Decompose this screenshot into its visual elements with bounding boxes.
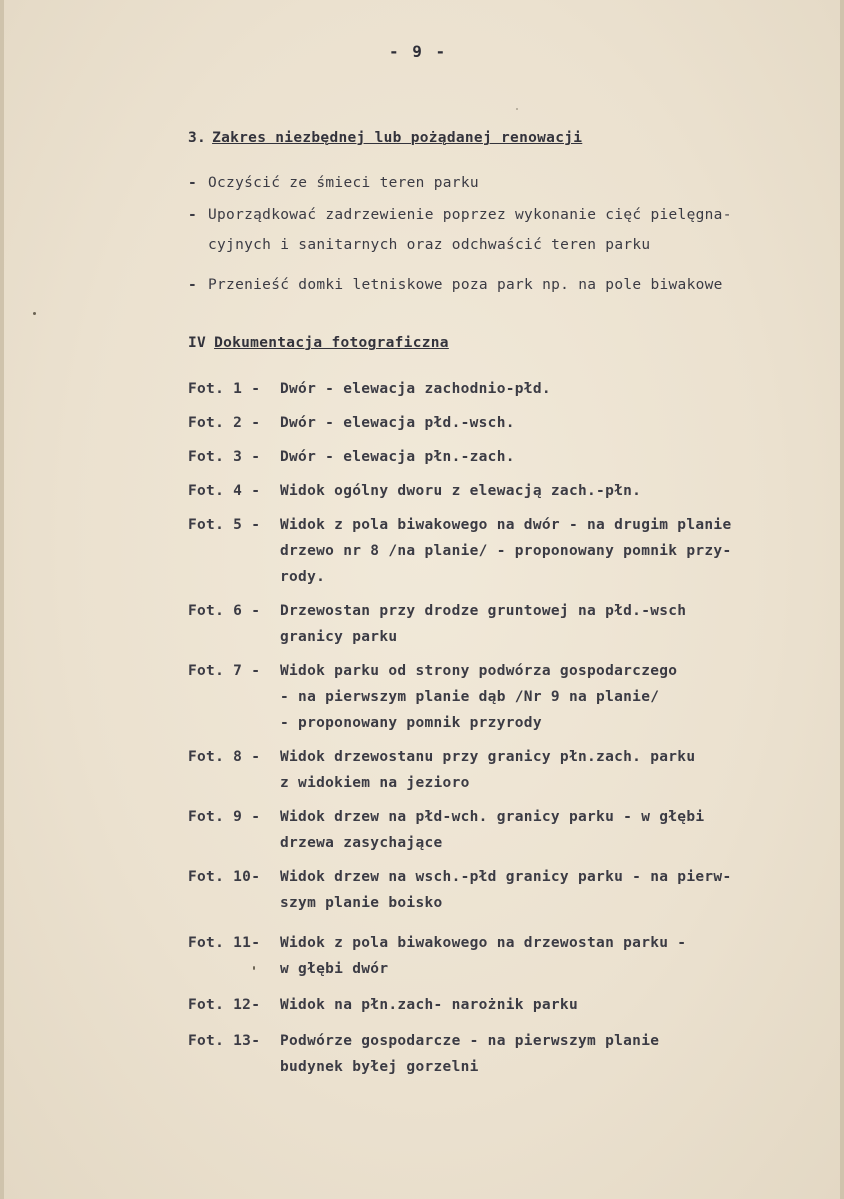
renovation-bullet-2 (188, 200, 818, 260)
photo-caption-line: rody. (280, 569, 326, 585)
page-right-edge (840, 0, 844, 1199)
photo-entry-6 (188, 598, 813, 650)
photo-label: Fot. 7 - (188, 663, 261, 679)
photo-entry-4 (188, 478, 813, 504)
photo-label: Fot. 12- (188, 997, 261, 1013)
photo-label: Fot. 4 - (188, 483, 261, 499)
section-4-heading (188, 335, 449, 351)
photo-label: Fot. 6 - (188, 603, 261, 619)
photo-caption-line: drzewo nr 8 /na planie/ - proponowany pomnik przy- (280, 543, 732, 559)
photo-label: Fot. 9 - (188, 809, 261, 825)
section-3-title: Zakres niezbędnej lub pożądanej renowacji (212, 130, 583, 146)
section-4-title: Dokumentacja fotograficzna (214, 335, 449, 351)
photo-caption-line: Dwór - elewacja zachodnio-płd. (280, 381, 551, 397)
photo-caption-line: - na pierwszym planie dąb /Nr 9 na planie/ (280, 689, 660, 705)
photo-label: Fot. 13- (188, 1033, 261, 1049)
photo-caption-line: Widok z pola biwakowego na dwór - na drugim planie (280, 517, 732, 533)
photo-entry-7 (188, 658, 813, 736)
photo-entry-13 (188, 1028, 813, 1080)
photo-entry-12 (188, 992, 813, 1018)
photo-label: Fot. 3 - (188, 449, 261, 465)
photo-caption-line: Widok drzew na płd-wch. granicy parku - w głębi (280, 809, 705, 825)
photo-caption-line: Dwór - elewacja płd.-wsch. (280, 415, 515, 431)
photo-caption-line: Widok na płn.zach- narożnik parku (280, 997, 578, 1013)
photo-label: Fot. 5 - (188, 517, 261, 533)
photo-caption-line: Podwórze gospodarcze - na pierwszym planie (280, 1033, 660, 1049)
page-number: - 9 - (389, 42, 448, 61)
photo-label: Fot. 11- (188, 935, 261, 951)
photo-caption-line: drzewa zasychające (280, 835, 443, 851)
photo-label: Fot. 8 - (188, 749, 261, 765)
photo-caption-line: Dwór - elewacja płn.-zach. (280, 449, 515, 465)
bullet-dash: - (188, 277, 198, 293)
paper-speck (516, 108, 518, 110)
photo-label: Fot. 2 - (188, 415, 261, 431)
photo-label: Fot. 1 - (188, 381, 261, 397)
photo-caption-line: Drzewostan przy drodze gruntowej na płd.-wsch (280, 603, 687, 619)
photo-caption-line: budynek byłej gorzelni (280, 1059, 479, 1075)
photo-entry-10 (188, 864, 813, 916)
photo-caption-line: Widok drzew na wsch.-płd granicy parku - na pierw- (280, 869, 732, 885)
paper-speck (253, 966, 255, 970)
photo-caption-line: szym planie boisko (280, 895, 443, 911)
section-3-heading (188, 130, 582, 146)
photo-caption-line: Widok parku od strony podwórza gospodarczego (280, 663, 678, 679)
photo-entry-8 (188, 744, 813, 796)
renovation-bullet-3 (188, 270, 818, 300)
section-4-number: IV (188, 335, 207, 351)
photo-caption-line: z widokiem na jezioro (280, 775, 470, 791)
bullet-text-continued: cyjnych i sanitarnych oraz odchwaścić teren parku (208, 237, 651, 253)
photo-caption-line: granicy parku (280, 629, 398, 645)
bullet-dash: - (188, 207, 198, 223)
photo-entry-9 (188, 804, 813, 856)
photo-entry-2 (188, 410, 813, 436)
bullet-dash: - (188, 175, 198, 191)
photo-label: Fot. 10- (188, 869, 261, 885)
section-3-number: 3. (188, 130, 207, 146)
renovation-bullet-1 (188, 168, 818, 198)
bullet-text: Oczyścić ze śmieci teren parku (208, 175, 479, 191)
photo-entry-11 (188, 930, 813, 982)
paper-speck (33, 312, 36, 315)
page-left-edge (0, 0, 4, 1199)
bullet-text: Uporządkować zadrzewienie poprzez wykonanie cięć pielęgna- (208, 207, 732, 223)
bullet-text: Przenieść domki letniskowe poza park np. na pole biwakowe (208, 277, 723, 293)
photo-entry-3 (188, 444, 813, 470)
photo-caption-line: w głębi dwór (280, 961, 389, 977)
photo-caption-line: Widok z pola biwakowego na drzewostan parku - (280, 935, 687, 951)
photo-entry-1 (188, 376, 813, 402)
photo-caption-line: - proponowany pomnik przyrody (280, 715, 542, 731)
photo-entry-5 (188, 512, 813, 590)
photo-caption-line: Widok ogólny dworu z elewacją zach.-płn. (280, 483, 642, 499)
photo-caption-line: Widok drzewostanu przy granicy płn.zach. parku (280, 749, 696, 765)
